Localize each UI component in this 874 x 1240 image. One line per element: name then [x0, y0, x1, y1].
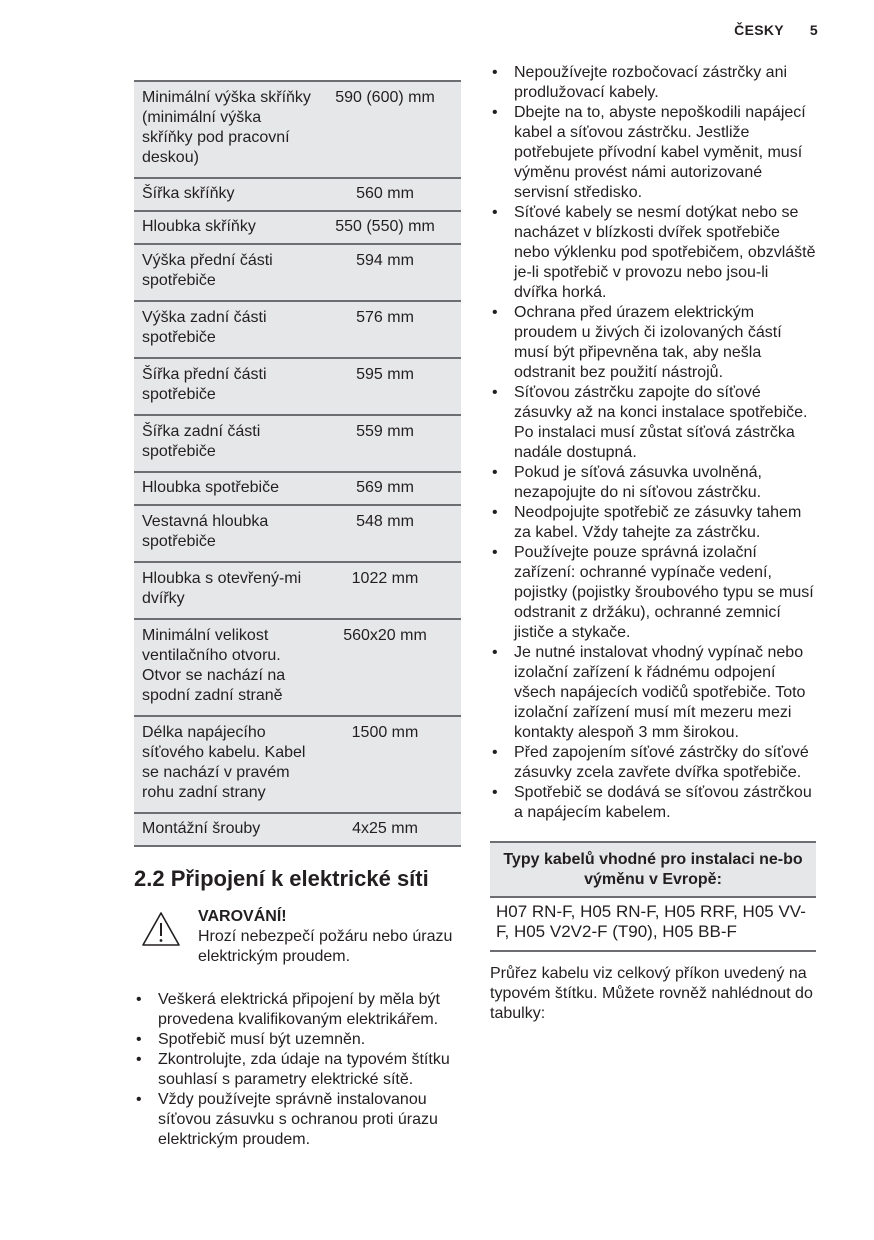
- table-row: [134, 472, 461, 505]
- section-number: 2.2: [134, 866, 165, 891]
- list-item: • Síťové kabely se nesmí dotýkat nebo se nacházet v blízkosti dvířek spotřebiče nebo výklenku pod spotřebičem, obzvláště je-li spotřebič v provozu nebo jsou-li dvířka horká.: [490, 203, 816, 303]
- table-row: [134, 81, 461, 178]
- list-item: • Zkontrolujte, zda údaje na typovém štítku souhlasí s parametry elektrické sítě.: [134, 1050, 461, 1090]
- row-label: Minimální výška skříňky (minimální výška skříňky pod pracovní deskou): [134, 81, 319, 178]
- row-value: 559 mm: [319, 415, 461, 472]
- row-label: Výška přední části spotřebiče: [134, 244, 319, 301]
- list-item: • Používejte pouze správná izolační zařízení: ochranné vypínače vedení, pojistky (pojistky šroubového typu se musí odstranit z držáku), ochranné zemnicí jističe a stykače.: [490, 543, 816, 643]
- table-row: [134, 505, 461, 562]
- row-label: Hloubka s otevřený-mi dvířky: [134, 562, 319, 619]
- row-value: 550 (550) mm: [319, 211, 461, 244]
- warning-box: [134, 907, 461, 967]
- row-value: 595 mm: [319, 358, 461, 415]
- row-value: 576 mm: [319, 301, 461, 358]
- row-label: Hloubka spotřebiče: [134, 472, 319, 505]
- row-label: Montážní šrouby: [134, 813, 319, 846]
- cable-table-header: Typy kabelů vhodné pro instalaci ne-bo výměnu v Evropě:: [490, 843, 816, 898]
- row-label: Hloubka skříňky: [134, 211, 319, 244]
- row-value: 1022 mm: [319, 562, 461, 619]
- row-label: Šířka zadní části spotřebiče: [134, 415, 319, 472]
- row-value: 594 mm: [319, 244, 461, 301]
- list-item: • Spotřebič se dodává se síťovou zástrčkou a napájecím kabelem.: [490, 783, 816, 823]
- row-value: 569 mm: [319, 472, 461, 505]
- list-item: • Nepoužívejte rozbočovací zástrčky ani prodlužovací kabely.: [490, 63, 816, 103]
- language-label: ČESKY: [734, 22, 784, 38]
- section-title: Připojení k elektrické síti: [170, 866, 429, 891]
- row-value: 590 (600) mm: [319, 81, 461, 178]
- row-value: 548 mm: [319, 505, 461, 562]
- left-column: [134, 80, 461, 1150]
- list-item: • Neodpojujte spotřebič ze zásuvky tahem za kabel. Vždy tahejte za zástrčku.: [490, 503, 816, 543]
- row-value: 4x25 mm: [319, 813, 461, 846]
- row-label: Výška zadní části spotřebiče: [134, 301, 319, 358]
- table-row: [134, 619, 461, 716]
- page-header: [734, 22, 818, 38]
- table-row: [134, 211, 461, 244]
- warning-text: Hrozí nebezpečí požáru nebo úrazu elektrickým proudem.: [198, 928, 453, 965]
- warning-title: VAROVÁNÍ!: [198, 908, 287, 925]
- list-item: • Ochrana před úrazem elektrickým proudem u živých či izolovaných částí musí být připevněna tak, aby nešla odstranit bez použití nástrojů.: [490, 303, 816, 383]
- table-row: [134, 562, 461, 619]
- table-row: [134, 813, 461, 846]
- right-column: [490, 63, 816, 1024]
- row-label: Šířka skříňky: [134, 178, 319, 211]
- cable-note: Průřez kabelu viz celkový příkon uvedený na typovém štítku. Můžete rovněž nahlédnout do tabulky:: [490, 965, 813, 1022]
- table-row: [134, 358, 461, 415]
- row-label: Vestavná hloubka spotřebiče: [134, 505, 319, 562]
- list-item: • Pokud je síťová zásuvka uvolněná, nezapojujte do ni síťovou zástrčku.: [490, 463, 816, 503]
- table-row: [134, 244, 461, 301]
- list-item: • Vždy používejte správně instalovanou síťovou zásuvku s ochranou proti úrazu elektrickým proudem.: [134, 1090, 461, 1150]
- safety-list-left: [134, 990, 461, 1150]
- safety-list-right: [490, 63, 816, 823]
- dimensions-table: [134, 80, 461, 847]
- row-value: 560x20 mm: [319, 619, 461, 716]
- warning-triangle-icon: [141, 911, 181, 947]
- row-label: Šířka přední části spotřebiče: [134, 358, 319, 415]
- table-row: [134, 415, 461, 472]
- row-value: 1500 mm: [319, 716, 461, 813]
- list-item: • Síťovou zástrčku zapojte do síťové zásuvky až na konci instalace spotřebiče. Po instalaci musí zůstat síťová zástrčka nadále dostupná.: [490, 383, 816, 463]
- list-item: • Dbejte na to, abyste nepoškodili napájecí kabel a síťovou zástrčku. Jestliže potřebujete přívodní kabel vyměnit, musí výměnu provést námi autorizované servisní středisko.: [490, 103, 816, 203]
- list-item: • Spotřebič musí být uzemněn.: [134, 1030, 461, 1050]
- list-item: • Veškerá elektrická připojení by měla být provedena kvalifikovaným elektrikářem.: [134, 990, 461, 1030]
- list-item: • Před zapojením síťové zástrčky do síťové zásuvky zcela zavřete dvířka spotřebiče.: [490, 743, 816, 783]
- row-label: Délka napájecího síťového kabelu. Kabel se nachází v pravém rohu zadní strany: [134, 716, 319, 813]
- cable-types-table: [490, 841, 816, 952]
- page-number: 5: [809, 22, 818, 38]
- table-row: [134, 178, 461, 211]
- list-item: • Je nutné instalovat vhodný vypínač nebo izolační zařízení k řádnému odpojení všech napájecích vodičů spotřebiče. Toto izolační zařízení musí mít mezeru mezi kontakty alespoň 3 mm širokou.: [490, 643, 816, 743]
- table-row: [134, 716, 461, 813]
- row-label: Minimální velikost ventilačního otvoru. Otvor se nachází na spodní zadní straně: [134, 619, 319, 716]
- table-row: [134, 301, 461, 358]
- row-value: 560 mm: [319, 178, 461, 211]
- cable-table-body: H07 RN-F, H05 RN-F, H05 RRF, H05 VV-F, H05 V2V2-F (T90), H05 BB-F: [496, 902, 806, 941]
- section-heading: [134, 865, 461, 893]
